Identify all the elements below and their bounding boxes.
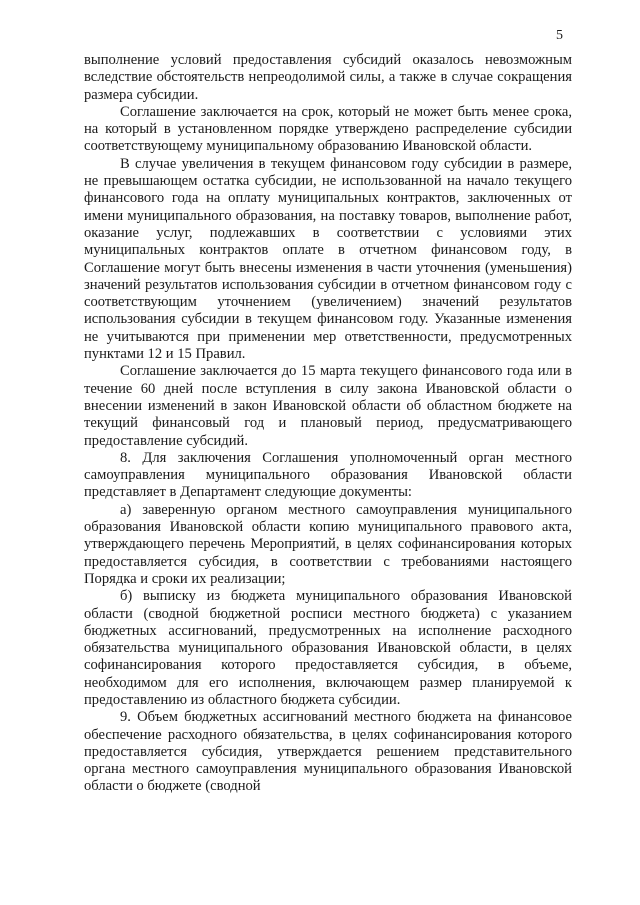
paragraph-item-8a: а) заверенную органом местного самоуправления муниципального образования Ивановской области копию муниципального правового акта, утверждающего перечень Мероприятий, в целях софинансирования которых предоставляется субсидия, в соответствии с требованиями настоящего Порядка и сроки их реализации; [84, 501, 572, 587]
paragraph-item-8b: б) выписку из бюджета муниципального образования Ивановской области (сводной бюджетной росписи местного бюджета) с указанием бюджетных ассигнований, предусмотренных на исполнение расходного обязательства муниципального образования Ивановской области, в целях софинансирования которого предоставляется субсидия, в объеме, необходимом для его исполнения, включающем размер планируемой к предоставлению из областного бюджета субсидии. [84, 588, 572, 708]
paragraph-continuation: выполнение условий предоставления субсидий оказалось невозможным вследствие обстоятельств непреодолимой силы, а также в случае сокращения размера субсидии. [84, 52, 572, 103]
document-body [84, 52, 572, 796]
paragraph-agreement-deadline: Соглашение заключается до 15 марта текущего финансового года или в течение 60 дней после вступления в силу закона Ивановской области о внесении изменений в закон Ивановской области об областном бюджете на текущий финансовый год и плановый период, предусматривающего предоставление субсидий. [84, 363, 572, 449]
paragraph-agreement-term: Соглашение заключается на срок, который не может быть менее срока, на который в установленном порядке утверждено распределение субсидии соответствующему муниципальному образованию Ивановской области. [84, 103, 572, 155]
paragraph-item-8: 8. Для заключения Соглашения уполномоченный орган местного самоуправления муниципального образования Ивановской области представляет в Департамент следующие документы: [84, 449, 572, 501]
page-number: 5 [556, 28, 563, 43]
paragraph-item-9: 9. Объем бюджетных ассигнований местного бюджета на финансовое обеспечение расходного обязательства, в целях софинансирования которого предоставляется субсидия, утверждается решением представительного органа местного самоуправления муниципального образования Ивановской области о бюджете (сводной [84, 709, 572, 795]
paragraph-subsidy-increase: В случае увеличения в текущем финансовом году субсидии в размере, не превышающем остатка субсидии, не использованной на начало текущего финансового года на оплату муниципальных контрактов, заключенных от имени муниципального образования, на поставку товаров, выполнение работ, оказание услуг, подлежавших в соответствии с условиями этих муниципальных контрактов оплате в отчетном финансовом году, в Соглашение могут быть внесены изменения в части уточнения (уменьшения) значений результатов использования субсидии в отчетном финансовом году с соответствующим уточнением (увеличением) значений результатов использования субсидии в текущем финансовом году. Указанные изменения не учитываются при применении мер ответственности, предусмотренных пунктами 12 и 15 Правил. [84, 155, 572, 363]
